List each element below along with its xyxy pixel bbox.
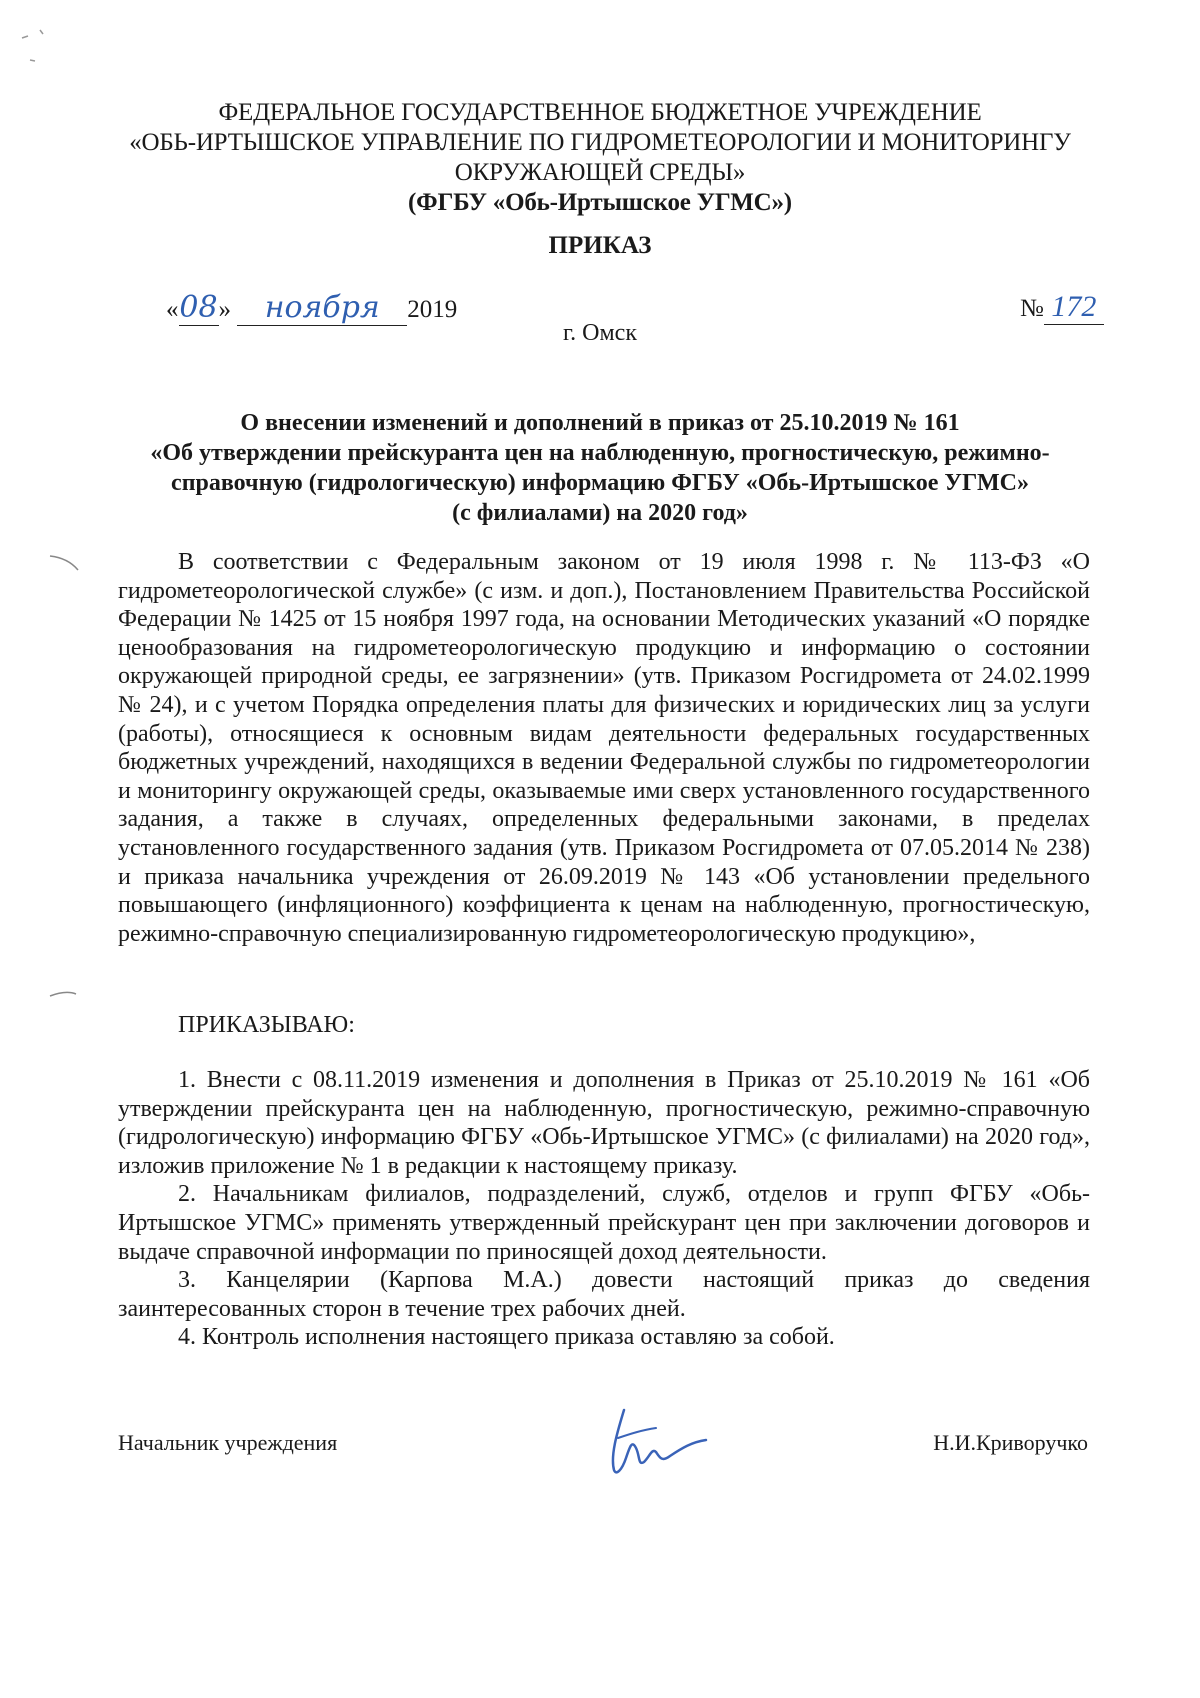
- order-number-value: 172: [1044, 290, 1104, 325]
- date-day: 08: [179, 290, 218, 325]
- subject-line-2: «Об утверждении прейскуранта цен на наблюденную, прогностическую, режимно-справочную (гидрологическую) информацию ФГБУ «Обь-Иртышское УГМС»: [150, 440, 1050, 496]
- order-item: 2. Начальникам филиалов, подразделений, служб, отделов и групп ФГБУ «Обь-Иртышское УГМС» применять утвержденный прейскурант цен при заключении договоров и выдаче справочной информации по приносящей доход деятельности.: [118, 1181, 1090, 1265]
- signature-image: [596, 1400, 726, 1480]
- number-sign: №: [1020, 295, 1044, 322]
- order-item: 4. Контроль исполнения настоящего приказа оставляю за собой.: [178, 1324, 835, 1351]
- directive-heading: ПРИКАЗЫВАЮ:: [178, 1012, 355, 1038]
- subject-line-3: (с филиалами) на 2020 год»: [452, 500, 748, 526]
- order-item: 1. Внести с 08.11.2019 изменения и дополнения в Приказ от 25.10.2019 № 161 «Об утверждении прейскуранта цен на наблюденную, прогностическую, режимно-справочную (гидрологическую) информацию ФГБУ «Обь-Иртышское УГМС» (с филиалами) на 2020 год», изложив приложение № 1 в редакции к настоящему приказу.: [118, 1067, 1090, 1179]
- date-quote-close: »: [218, 296, 231, 323]
- date-year: 2019: [407, 296, 458, 323]
- preamble-paragraph: В соответствии с Федеральным законом от 19 июля 1998 г. № 113-ФЗ «О гидрометеорологической службе» (с изм. и доп.), Постановлением Правительства Российской Федерации № 1425 от 15 ноября 1997 года, на основании Методических указаний «О порядке ценообразования на гидрометеорологическую продукцию и информацию о состоянии окружающей природной среды, ее загрязнении» (утв. Приказом Росгидромета от 24.02.1999 № 24), и с учетом Порядка определения платы для физических и юридических лиц за услуги (работы), относящиеся к основным видам деятельности федеральных государственных бюджетных учреждений, находящихся в ведении Федеральной службы по гидрометеорологии и мониторингу окружающей среды, оказываемые ими сверх установленного государственного задания, а также в случаях, определенных федеральными законами, в пределах установленного государственного задания (утв. Приказом Росгидромета от 07.05.2014 № 238) и приказа начальника учреждения от 26.09.2019 № 143 «Об установлении предельного повышающего (инфляционного) коэффициента к ценам на наблюденную, прогностическую, режимно-справочную специализированную гидрометеорологическую продукцию»,: [118, 549, 1090, 947]
- order-items: [118, 1066, 1090, 1352]
- scan-marks: [0, 0, 120, 1100]
- document-title: ПРИКАЗ: [548, 232, 652, 259]
- org-line-1: ФЕДЕРАЛЬНОЕ ГОСУДАРСТВЕННОЕ БЮДЖЕТНОЕ УЧРЕЖДЕНИЕ: [218, 99, 982, 126]
- date-month: ноября: [237, 290, 407, 326]
- subject-line-1: О внесении изменений и дополнений в приказ от 25.10.2019 № 161: [240, 410, 960, 436]
- order-item: 3. Канцелярии (Карпова М.А.) довести настоящий приказ до сведения заинтересованных сторон в течение трех рабочих дней.: [118, 1267, 1090, 1322]
- org-abbreviation: (ФГБУ «Обь-Иртышское УГМС»): [408, 189, 792, 216]
- org-line-3: ОКРУЖАЮЩЕЙ СРЕДЫ»: [454, 159, 746, 186]
- organization-header: [110, 98, 1090, 218]
- order-subject: [120, 408, 1080, 528]
- signatory-name: Н.И.Криворучко: [933, 1430, 1088, 1455]
- signatory-position: Начальник учреждения: [118, 1430, 338, 1455]
- date-quote-open: «: [166, 296, 179, 323]
- org-line-2: «ОБЬ-ИРТЫШСКОЕ УПРАВЛЕНИЕ ПО ГИДРОМЕТЕОРОЛОГИИ И МОНИТОРИНГУ: [129, 129, 1071, 156]
- order-city: г. Омск: [563, 320, 637, 346]
